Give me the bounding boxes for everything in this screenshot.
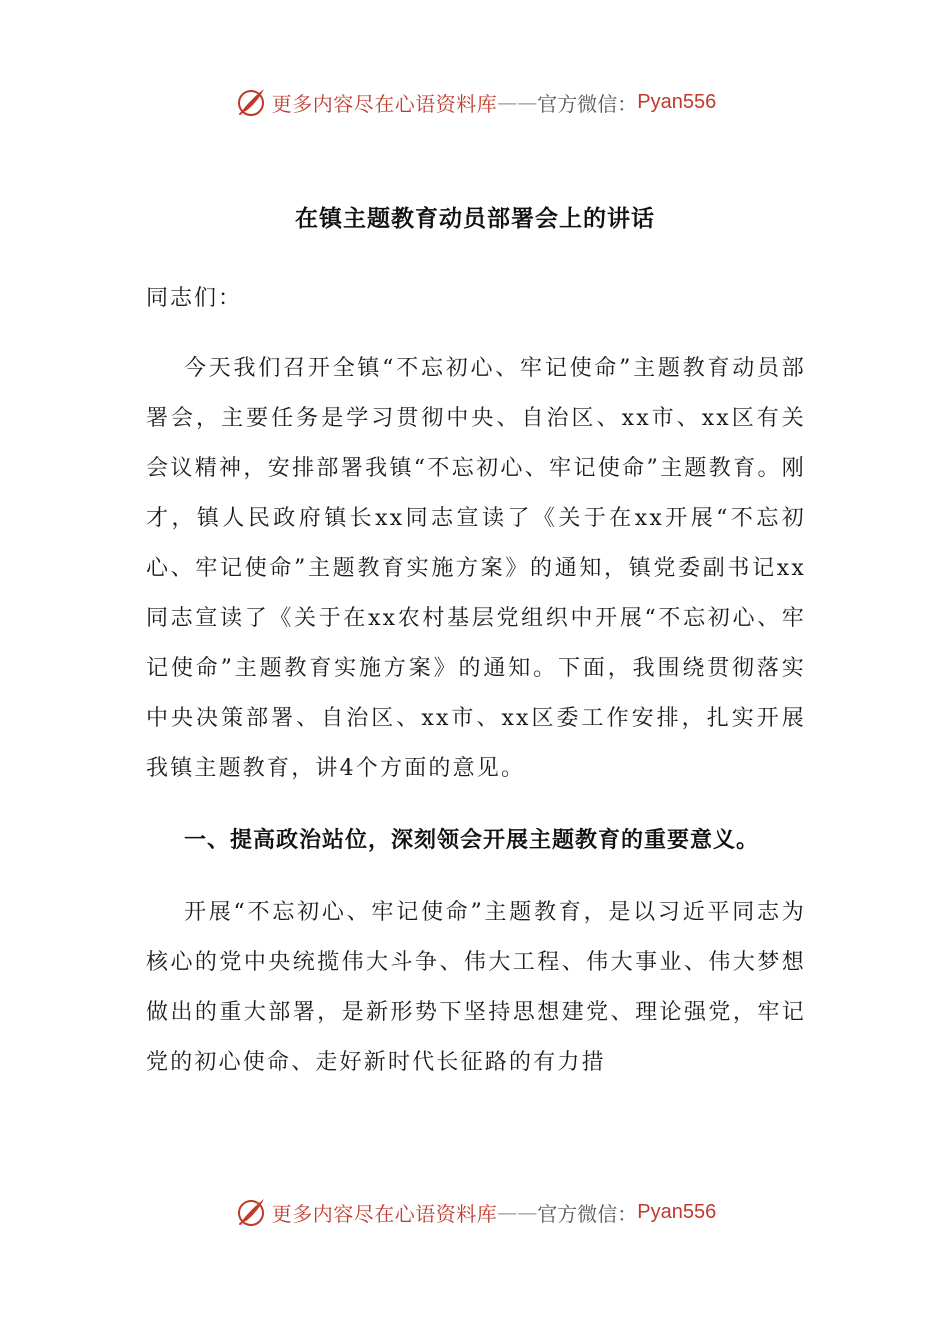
quill-logo-icon — [234, 85, 268, 119]
salutation: 同志们： — [146, 286, 243, 311]
section-heading-1: 一、提高政治站位，深刻领会开展主题教育的重要意义。 — [184, 828, 760, 853]
header-banner — [0, 80, 950, 124]
banner-main-text: 更多内容尽在心语资料库 — [271, 1201, 498, 1226]
banner-dash: —— — [497, 90, 538, 114]
quill-logo-icon — [234, 1195, 268, 1229]
banner-wechat-id: Pyan556 — [637, 90, 717, 113]
footer-banner — [0, 1190, 950, 1234]
banner-dash: —— — [497, 1200, 538, 1224]
banner-wechat-label: 官方微信： — [537, 1201, 638, 1226]
document-body — [146, 274, 806, 1110]
intro-paragraph: 今天我们召开全镇“不忘初心、牢记使命”主题教育动员部署会，主要任务是学习贯彻中央、自治区、xx市、xx区有关会议精神，安排部署我镇“不忘初心、牢记使命”主题教育。刚才，镇人民政府镇长xx同志宣读了《关于在xx开展“不忘初心、牢记使命”主题教育实施方案》的通知，镇党委副书记xx同志宣读了《关于在xx农村基层党组织中开展“不忘初心、牢记使命”主题教育实施方案》的通知。下面，我围绕贯彻落实中央决策部署、自治区、xx市、xx区委工作安排，扎实开展我镇主题教育，讲4个方面的意见。 — [146, 356, 806, 781]
document-title: 在镇主题教育动员部署会上的讲话 — [295, 206, 655, 232]
section-1-paragraph: 开展“不忘初心、牢记使命”主题教育，是以习近平同志为核心的党中央统揽伟大斗争、伟大工程、伟大事业、伟大梦想做出的重大部署，是新形势下坚持思想建党、理论强党，牢记党的初心使命、走好新时代长征路的有力措 — [146, 900, 806, 1075]
banner-wechat-label: 官方微信： — [537, 91, 638, 116]
banner-main-text: 更多内容尽在心语资料库 — [271, 91, 498, 116]
banner-wechat-id: Pyan556 — [637, 1200, 717, 1223]
